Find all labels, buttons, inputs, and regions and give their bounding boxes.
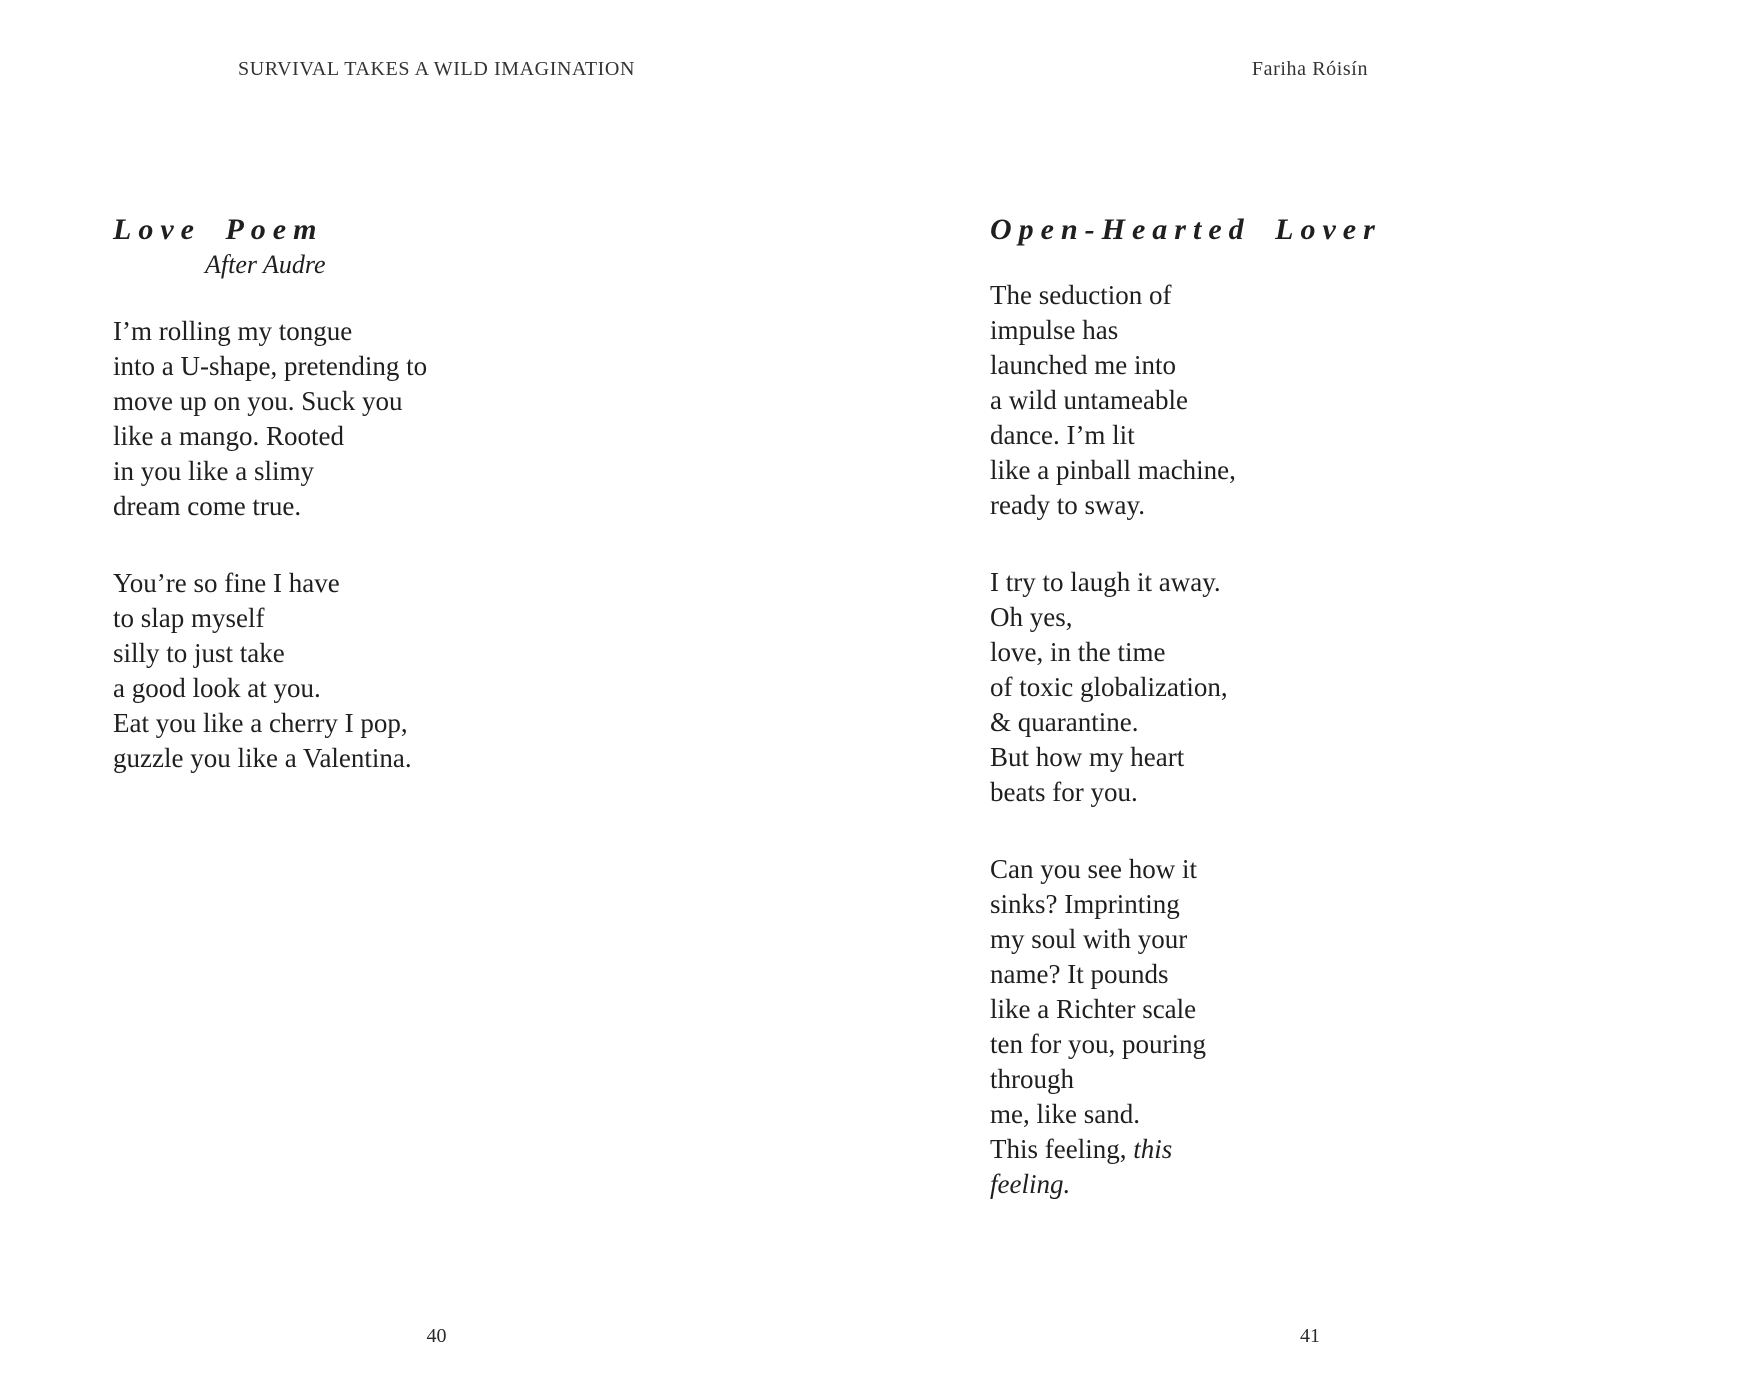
page-left	[0, 0, 873, 1396]
poem-line: like a pinball machine,	[990, 455, 1236, 485]
poem-line: me, like sand.	[990, 1099, 1140, 1129]
poem-line: sinks? Imprinting	[990, 889, 1180, 919]
poem-line: dream come true.	[113, 491, 302, 521]
poem-line: in you like a slimy	[113, 456, 314, 486]
running-header-book-title: SURVIVAL TAKES A WILD IMAGINATION	[238, 58, 635, 80]
poem-line: I’m rolling my tongue	[113, 316, 353, 346]
stanza	[990, 565, 1610, 810]
poem-line: through	[990, 1064, 1074, 1094]
poem-line: dance. I’m lit	[990, 420, 1135, 450]
poem-line: The seduction of	[990, 280, 1172, 310]
poem-line: You’re so fine I have	[113, 568, 340, 598]
poem-line: Eat you like a cherry I pop,	[113, 708, 408, 738]
poem-line: feeling.	[990, 1169, 1071, 1199]
poem-line: of toxic globalization,	[990, 672, 1228, 702]
poem-line: a wild untameable	[990, 385, 1188, 415]
poem-line: into a U-shape, pretending to	[113, 351, 428, 381]
poem-line: silly to just take	[113, 638, 285, 668]
poem-line: But how my heart	[990, 742, 1185, 772]
poem-line: like a mango. Rooted	[113, 421, 344, 451]
poem-line: to slap myself	[113, 603, 265, 633]
poem-line: like a Richter scale	[990, 994, 1197, 1024]
stanza	[113, 566, 733, 776]
poem-line: impulse has	[990, 315, 1119, 345]
poem-line: I try to laugh it away.	[990, 567, 1221, 597]
poem-line: & quarantine.	[990, 707, 1139, 737]
poem-line: launched me into	[990, 350, 1176, 380]
page-number-left: 40	[426, 1325, 447, 1347]
poem-line: move up on you. Suck you	[113, 386, 403, 416]
poem-line: guzzle you like a Valentina.	[113, 743, 412, 773]
poem-line: love, in the time	[990, 637, 1166, 667]
poem-line: a good look at you.	[113, 673, 321, 703]
poem-line: Oh yes,	[990, 602, 1073, 632]
poem-dedication: After Audre	[205, 250, 326, 279]
poem-block-right	[990, 212, 1610, 1202]
stanza	[113, 314, 733, 524]
poem-line: my soul with your	[990, 924, 1188, 954]
poem-line: name? It pounds	[990, 959, 1169, 989]
poem-title-open-hearted-lover: Open-Hearted Lover	[990, 213, 1382, 246]
stanza	[990, 278, 1610, 523]
page-number-right: 41	[1300, 1325, 1320, 1347]
running-header-author-name: Fariha Róisín	[1251, 58, 1369, 80]
poem-line: ready to sway.	[990, 490, 1145, 520]
poem-block-left	[113, 212, 733, 776]
stanza	[990, 852, 1610, 1202]
poem-line: Can you see how it	[990, 854, 1197, 884]
poem-body-right	[990, 278, 1610, 1202]
poem-line: beats for you.	[990, 777, 1138, 807]
page-right	[873, 0, 1747, 1396]
poem-body-left	[113, 314, 733, 776]
poem-line: This feeling, this	[990, 1134, 1173, 1164]
poem-line: ten for you, pouring	[990, 1029, 1206, 1059]
poem-title-love-poem: Love Poem	[113, 213, 324, 246]
